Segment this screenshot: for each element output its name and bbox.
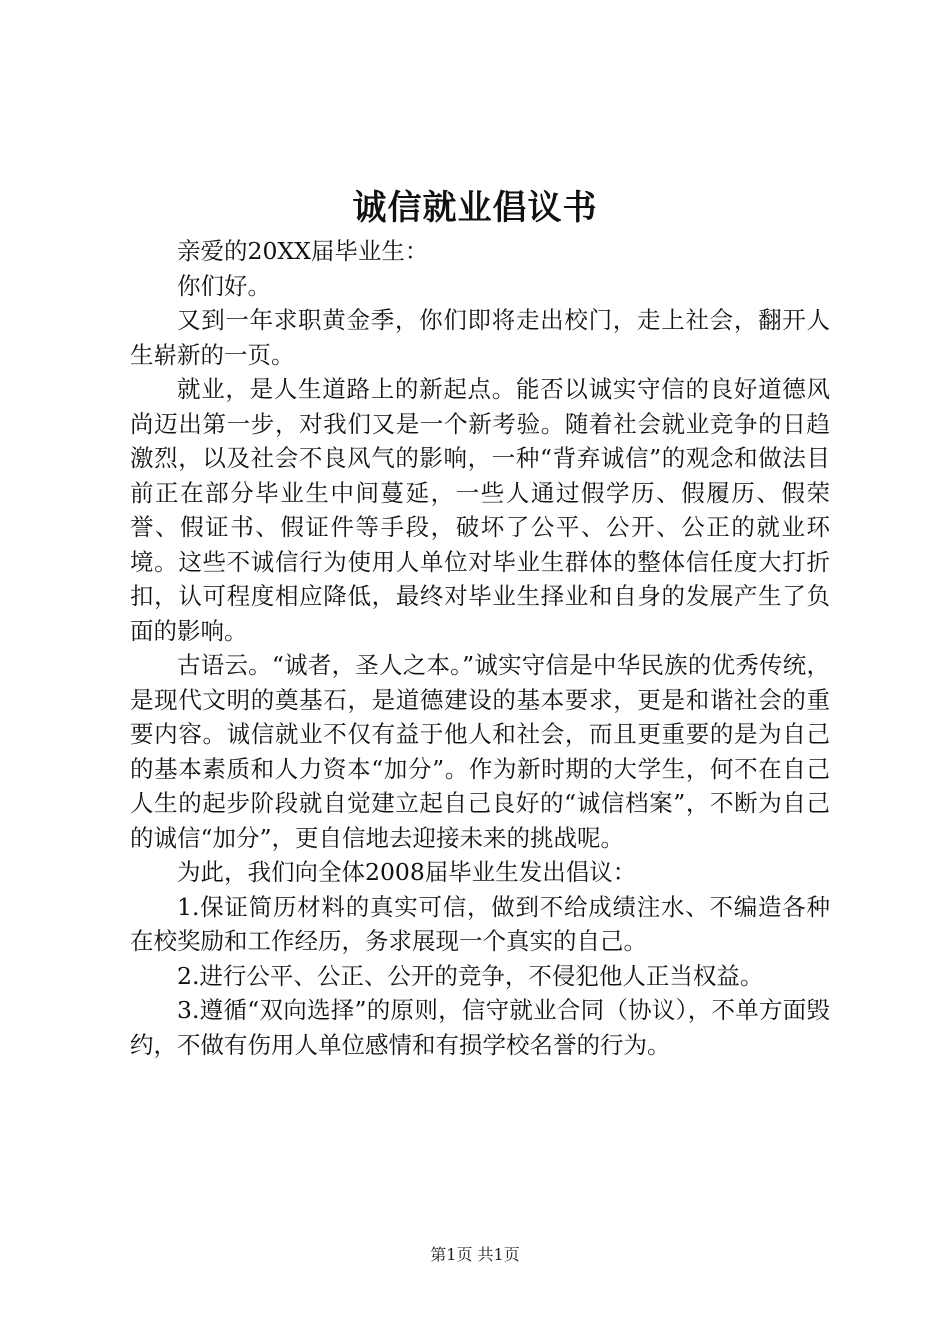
proposal-item-2: 2.进行公平、公正、公开的竞争，不侵犯他人正当权益。 bbox=[177, 961, 764, 990]
document-body bbox=[130, 234, 830, 1062]
paragraph-proposal-intro: 为此，我们向全体2008届毕业生发出倡议： bbox=[177, 858, 637, 886]
paragraph-intro: 又到一年求职黄金季，你们即将走出校门，走上社会，翻开人生崭新的一页。 bbox=[130, 306, 830, 369]
salutation: 亲爱的20XX届毕业生： bbox=[177, 237, 429, 265]
document-title: 诚信就业倡议书 bbox=[352, 188, 598, 228]
proposal-item-3: 3.遵循“双向选择”的原则，信守就业合同（协议），不单方面毁约，不做有伤用人单位感情和有损学校名誉的行为。 bbox=[130, 996, 830, 1059]
paragraph-ancient-saying: 古语云。“诚者，圣人之本。”诚实守信是中华民族的优秀传统，是现代文明的奠基石，是道德建设的基本要求，更是和谐社会的重要内容。诚信就业不仅有益于他人和社会，而且更重要的是为自己的基本素质和人力资本“加分”。作为新时期的大学生，何不在自己人生的起步阶段就自觉建立起自己良好的“诚信档案”，不断为自己的诚信“加分”，更自信地去迎接未来的挑战呢。 bbox=[130, 651, 830, 852]
paragraph-employment: 就业，是人生道路上的新起点。能否以诚实守信的良好道德风尚迈出第一步，对我们又是一个新考验。随着社会就业竞争的日趋激烈，以及社会不良风气的影响，一种“背弃诚信”的观念和做法目前正在部分毕业生中间蔓延，一些人通过假学历、假履历、假荣誉、假证书、假证件等手段，破坏了公平、公开、公正的就业环境。这些不诚信行为使用人单位对毕业生群体的整体信任度大打折扣，认可程度相应降低，最终对毕业生择业和自身的发展产生了负面的影响。 bbox=[130, 375, 830, 645]
page-number: 第1页 共1页 bbox=[430, 1245, 520, 1264]
greeting: 你们好。 bbox=[177, 271, 271, 300]
proposal-item-1: 1.保证简历材料的真实可信，做到不给成绩注水、不编造各种在校奖励和工作经历，务求展现一个真实的自己。 bbox=[130, 892, 830, 955]
